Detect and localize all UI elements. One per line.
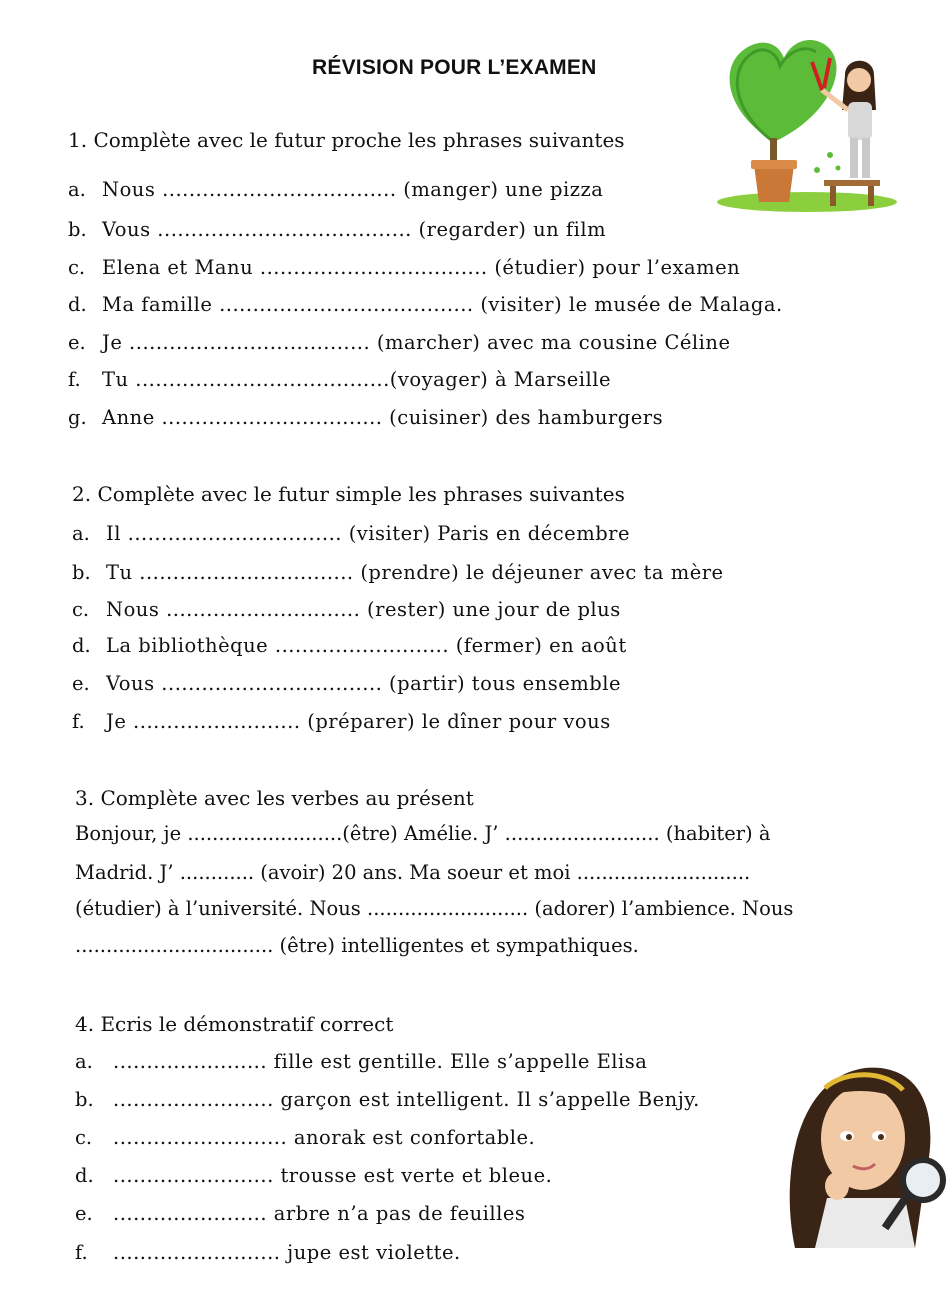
item-text: Vous ................................. (partir) tous ensemble bbox=[106, 672, 622, 695]
section4-item-a bbox=[75, 1050, 647, 1073]
item-label: f. bbox=[68, 368, 81, 391]
section3-line-2: Madrid. J’ ............ (avoir) 20 ans. Ma soeur et moi ............................ bbox=[75, 861, 751, 884]
section3-line-1: Bonjour, je .........................(être) Amélie. J’ ......................... (habiter) à bbox=[75, 822, 771, 845]
section1-item-g bbox=[68, 406, 663, 429]
item-label: d. bbox=[72, 634, 91, 657]
item-text: ........................ trousse est verte et bleue. bbox=[113, 1164, 553, 1187]
item-text: Il ................................ (visiter) Paris en décembre bbox=[106, 522, 631, 545]
section1-item-b bbox=[68, 218, 606, 241]
section1-item-a bbox=[68, 178, 603, 201]
section3-line-3: (étudier) à l’université. Nous .......................... (adorer) l’ambience. Nous bbox=[75, 897, 794, 920]
item-text: ........................ garçon est intelligent. Il s’appelle Benjy. bbox=[113, 1088, 700, 1111]
item-text: Anne ................................. (cuisiner) des hamburgers bbox=[102, 406, 664, 429]
item-text: Je .................................... (marcher) avec ma cousine Céline bbox=[102, 331, 731, 354]
item-label: g. bbox=[68, 406, 87, 429]
section4-item-e bbox=[75, 1202, 525, 1225]
item-text: ....................... fille est gentille. Elle s’appelle Elisa bbox=[113, 1050, 648, 1073]
section4-item-b bbox=[75, 1088, 700, 1111]
item-label: b. bbox=[75, 1088, 94, 1111]
item-label: e. bbox=[72, 672, 90, 695]
item-label: c. bbox=[72, 598, 90, 621]
item-text: ......................... jupe est violette. bbox=[113, 1241, 461, 1264]
section1-item-f bbox=[68, 368, 611, 391]
section2-item-e bbox=[72, 672, 621, 695]
item-label: a. bbox=[68, 178, 86, 201]
item-text: Tu ......................................(voyager) à Marseille bbox=[102, 368, 611, 391]
section4-heading: 4. Ecris le démonstratif correct bbox=[75, 1012, 394, 1036]
item-text: Nous ................................... (manger) une pizza bbox=[102, 178, 604, 201]
item-text: Ma famille ...................................... (visiter) le musée de Malaga. bbox=[102, 293, 783, 316]
section2-item-b bbox=[72, 561, 724, 584]
item-text: Je ......................... (préparer) le dîner pour vous bbox=[106, 710, 611, 733]
section3-heading: 3. Complète avec les verbes au présent bbox=[75, 786, 474, 810]
item-label: a. bbox=[72, 522, 90, 545]
section4-item-f bbox=[75, 1241, 461, 1264]
item-text: Elena et Manu .................................. (étudier) pour l’examen bbox=[102, 256, 741, 279]
section2-heading: 2. Complète avec le futur simple les phrases suivantes bbox=[72, 482, 625, 506]
item-label: c. bbox=[75, 1126, 93, 1149]
item-label: e. bbox=[75, 1202, 93, 1225]
page-title: RÉVISION POUR L’EXAMEN bbox=[312, 56, 597, 79]
section2-item-a bbox=[72, 522, 630, 545]
item-label: a. bbox=[75, 1050, 93, 1073]
gardener-avatar-illustration bbox=[712, 30, 902, 215]
section1-heading: 1. Complète avec le futur proche les phrases suivantes bbox=[68, 128, 625, 152]
item-label: d. bbox=[68, 293, 87, 316]
section3-line-4: ................................ (être) intelligentes et sympathiques. bbox=[75, 934, 639, 957]
section2-item-c bbox=[72, 598, 621, 621]
item-label: b. bbox=[72, 561, 91, 584]
item-text: Vous ...................................... (regarder) un film bbox=[102, 218, 607, 241]
item-text: La bibliothèque .......................... (fermer) en août bbox=[106, 634, 627, 657]
item-label: b. bbox=[68, 218, 87, 241]
section2-item-f bbox=[72, 710, 611, 733]
section1-item-d bbox=[68, 293, 783, 316]
section1-item-e bbox=[68, 331, 731, 354]
item-text: .......................... anorak est confortable. bbox=[113, 1126, 536, 1149]
section1-item-c bbox=[68, 256, 740, 279]
item-text: Nous ............................. (rester) une jour de plus bbox=[106, 598, 621, 621]
item-text: ....................... arbre n’a pas de feuilles bbox=[113, 1202, 526, 1225]
section4-item-d bbox=[75, 1164, 552, 1187]
item-label: c. bbox=[68, 256, 86, 279]
item-label: d. bbox=[75, 1164, 94, 1187]
item-label: e. bbox=[68, 331, 86, 354]
item-text: Tu ................................ (prendre) le déjeuner avec ta mère bbox=[106, 561, 724, 584]
magnifier-avatar-illustration bbox=[775, 1058, 947, 1250]
item-label: f. bbox=[72, 710, 85, 733]
section4-item-c bbox=[75, 1126, 535, 1149]
item-label: f. bbox=[75, 1241, 88, 1264]
section2-item-d bbox=[72, 634, 627, 657]
